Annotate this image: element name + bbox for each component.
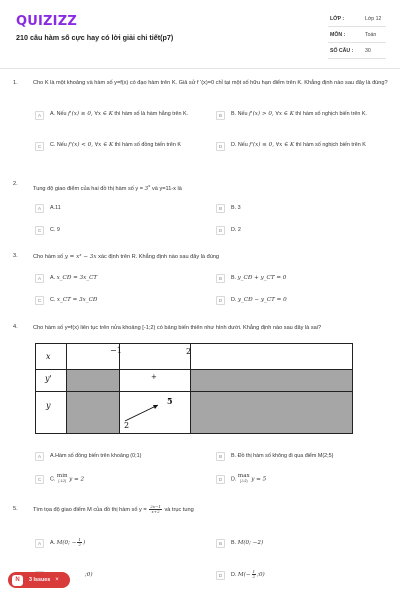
- option-badge: D: [216, 142, 225, 151]
- issues-count: 3 Issues: [29, 577, 51, 583]
- option-c[interactable]: [35, 295, 205, 305]
- close-icon[interactable]: ×: [55, 577, 59, 583]
- option-a[interactable]: [35, 451, 210, 461]
- option-badge: D: [216, 475, 225, 484]
- option-badge: A: [35, 111, 44, 120]
- option-text: A. x_CĐ = 3x_CT: [50, 274, 98, 281]
- undefined-region: [191, 370, 352, 391]
- option-d[interactable]: [216, 225, 386, 235]
- option-text: A. M(0; − $\frac{1}{2}$ ): [50, 537, 86, 548]
- option-b[interactable]: [216, 273, 386, 283]
- option-text: A.Hàm số đồng biến trên khoảng (0;1): [50, 452, 142, 459]
- option-text: B. y_CĐ + y_CT = 0: [231, 274, 287, 281]
- undefined-region: [67, 370, 119, 391]
- option-d[interactable]: [216, 568, 391, 582]
- meta-label-subject: MÔN :: [330, 32, 346, 38]
- meta-value-class: Lớp 12: [365, 16, 382, 22]
- option-badge: A: [35, 204, 44, 213]
- option-c[interactable]: [35, 141, 215, 157]
- y-value-low: 2: [124, 421, 130, 430]
- sign-plus: +: [151, 373, 157, 381]
- option-text: C. Nếu f'(x) < 0, ∀x ∈ K thì hàm số đồng biến trên K: [50, 142, 181, 148]
- option-badge: A: [35, 452, 44, 461]
- question-text: Cho hàm số y = x³ − 3x xác định trên R. Khẳng định nào sau đây là đúng: [33, 254, 220, 260]
- option-text: ;0): [84, 571, 93, 578]
- variation-table: [35, 343, 353, 434]
- undefined-region: [191, 392, 352, 433]
- nextjs-icon: N: [12, 575, 23, 586]
- undefined-region: [67, 392, 119, 433]
- increase-arrow-icon: [122, 396, 172, 426]
- question-text: Tung độ giao điểm của hai đồ thị hàm số y = 3$^x$ và y=11-x là: [33, 183, 182, 192]
- meta-divider: [328, 26, 386, 27]
- option-c[interactable]: [35, 474, 210, 484]
- option-text: B. Đồ thị hàm số không đi qua điểm M(2;5): [231, 452, 334, 459]
- table-divider: [119, 344, 120, 433]
- issues-button[interactable]: [8, 572, 70, 588]
- option-text: D. M(− $\frac{1}{2}$ ;0): [231, 569, 265, 580]
- option-badge: B: [216, 204, 225, 213]
- row-label-y: y: [46, 401, 51, 410]
- option-badge: C: [35, 296, 44, 305]
- option-text: D. max [-1;2) y = 5: [231, 473, 267, 483]
- option-a[interactable]: [35, 110, 215, 126]
- option-text: B. 3: [231, 204, 241, 211]
- option-text: C. 9: [50, 226, 60, 233]
- option-a[interactable]: [35, 203, 205, 213]
- option-d[interactable]: [216, 474, 391, 484]
- quizizz-logo: QUIZIZZ: [16, 14, 77, 29]
- option-text: D. y_CĐ − y_CT = 0: [231, 296, 287, 303]
- meta-divider: [328, 58, 386, 59]
- option-badge: B: [216, 274, 225, 283]
- question-text: Cho K là một khoảng và hàm số y=f(x) có đạo hàm trên K. Giả sử f '(x)=0 chỉ tại một số hữu hạn điểm trên K. Khẳng định nào sau đây là đúng?: [33, 80, 388, 86]
- option-badge: D: [216, 226, 225, 235]
- option-badge: C: [35, 226, 44, 235]
- meta-divider: [328, 42, 386, 43]
- x-value-left: −1: [110, 346, 122, 355]
- option-text: C. x_CT = 3x_CĐ: [50, 296, 98, 303]
- option-badge: B: [216, 111, 225, 120]
- header-divider: [0, 68, 400, 69]
- option-badge: B: [216, 539, 225, 548]
- option-b[interactable]: [216, 451, 394, 461]
- option-text: A. Nếu f'(x) ≥ 0, ∀x ∈ K thì hàm số là hàm hằng trên K.: [50, 111, 189, 117]
- option-text: D. Nếu f'(x) ≤ 0, ∀x ∈ K thì hàm số nghịch biến trên K: [231, 142, 366, 148]
- option-badge: D: [216, 571, 225, 580]
- option-text: C. min [-1;2) y = 2: [50, 473, 85, 483]
- question-number: 5.: [13, 506, 18, 512]
- question-number: 2.: [13, 181, 18, 187]
- worksheet-header: [0, 0, 400, 68]
- question-text: Tìm tọa độ giao điểm M của đồ thị hàm số y = $\frac{2x-1}{x+2}$ và trục tung: [33, 504, 194, 514]
- option-b[interactable]: [216, 536, 391, 550]
- y-value-high: 5: [167, 396, 173, 406]
- row-label-yprime: y': [45, 374, 52, 383]
- option-b[interactable]: [216, 110, 391, 126]
- option-c[interactable]: [35, 225, 205, 235]
- option-b[interactable]: [216, 203, 386, 213]
- meta-value-count: 30: [365, 48, 371, 54]
- option-badge: A: [35, 274, 44, 283]
- meta-label-class: LỚP :: [330, 16, 345, 22]
- question-number: 3.: [13, 253, 18, 259]
- question-number: 4.: [13, 324, 18, 330]
- option-text: B. Nếu f'(x) > 0, ∀x ∈ K thì hàm số nghịch biến trên K.: [231, 111, 368, 117]
- option-d[interactable]: [216, 141, 391, 157]
- option-text: B. M(0; −2): [231, 539, 264, 546]
- option-badge: C: [35, 475, 44, 484]
- question-text: Cho hàm số y=f(x) liên tục trên nửa khoảng [-1;2) có bảng biến thiên như hình dưới. Khẳng định nào sau đây là sai?: [33, 325, 322, 331]
- option-badge: C: [35, 142, 44, 151]
- option-text: D. 2: [231, 226, 241, 233]
- option-badge: B: [216, 452, 225, 461]
- meta-value-subject: Toán: [365, 32, 377, 38]
- option-a[interactable]: [35, 273, 205, 283]
- option-badge: A: [35, 539, 44, 548]
- question-number: 1.: [13, 80, 18, 86]
- meta-label-count: SỐ CÂU :: [330, 48, 354, 54]
- option-d[interactable]: [216, 295, 386, 305]
- row-label-x: x: [46, 352, 51, 361]
- option-a[interactable]: [35, 536, 210, 550]
- option-text: A.11: [50, 204, 61, 211]
- page-title: 210 câu hàm số cực hay có lời giải chi tiết(p7): [16, 33, 174, 42]
- x-value-right: 2: [186, 347, 192, 356]
- option-badge: D: [216, 296, 225, 305]
